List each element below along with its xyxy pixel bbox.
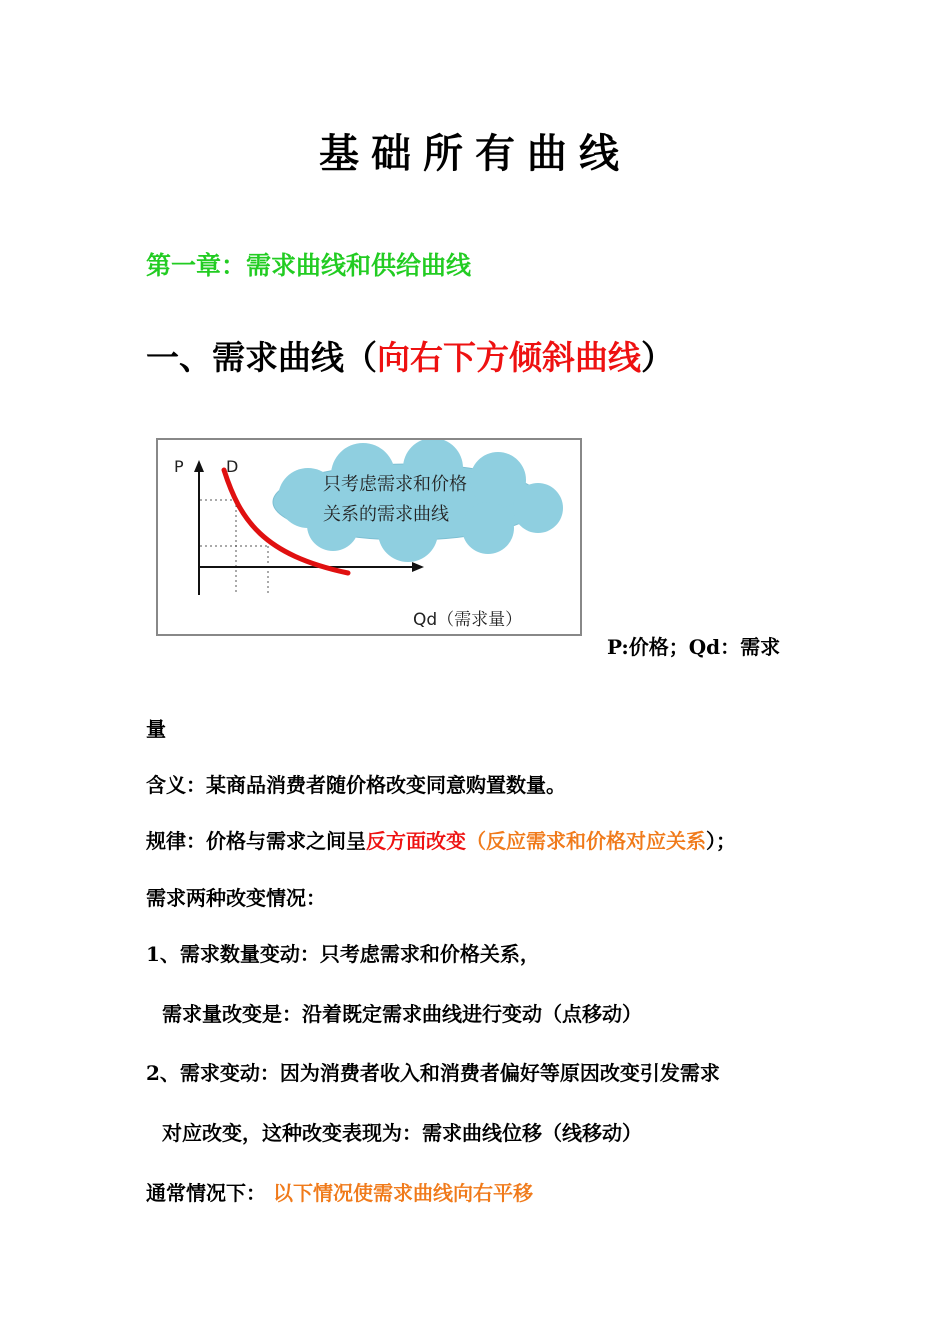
chapter-heading: 第一章：需求曲线和供给曲线 [146, 251, 472, 280]
section-heading-suffix: ） [641, 338, 674, 377]
case2-line1: 2、需求变动：因为消费者收入和消费者偏好等原因改变引发需求 [146, 1061, 720, 1085]
cloud-text-line2: 关系的需求曲线 [323, 504, 449, 525]
x-axis-label: Qd（需求量） [413, 610, 523, 630]
rule-suffix: ）； [706, 829, 736, 853]
section-heading-prefix: 一、需求曲线（ [146, 338, 377, 377]
case2-line2: 对应改变，这种改变表现为：需求曲线位移（线移动） [162, 1121, 642, 1145]
usual-prefix: 通常情况下： [146, 1181, 266, 1205]
x-axis-arrow [412, 562, 424, 572]
demand-curve-figure [156, 438, 582, 636]
curve-label: D [226, 457, 239, 476]
case1-line2: 需求量改变是：沿着既定需求曲线进行变动（点移动） [162, 1002, 642, 1026]
section-heading [146, 332, 674, 379]
figure-caption: P:价格；Qd：需求 [607, 635, 781, 659]
case1-line1: 1、需求数量变动：只考虑需求和价格关系， [146, 942, 540, 966]
rule-orange-text: 反应需求和价格对应关系 [486, 829, 706, 853]
two-cases-paragraph: 需求两种改变情况： [146, 886, 326, 910]
rule-red-text: 反方面改变 [366, 829, 466, 853]
rule-prefix: 规律：价格与需求之间呈 [146, 829, 366, 853]
cloud-text-line1: 只考虑需求和价格 [323, 474, 467, 495]
demand-curve-diagram [158, 440, 580, 634]
y-axis-arrow [194, 460, 204, 472]
cloud-shape [273, 440, 563, 562]
usual-paragraph [146, 1177, 533, 1206]
page-title: 基础所有曲线 [319, 130, 631, 177]
rule-paragraph [146, 825, 736, 854]
meaning-paragraph: 含义：某商品消费者随价格改变同意购置数量。 [146, 773, 566, 797]
section-heading-highlight: 向右下方倾斜曲线 [377, 338, 641, 377]
y-axis-label: P [174, 457, 184, 476]
figure-caption-continued: 量 [146, 717, 166, 741]
usual-orange-text: 以下情况使需求曲线向右平移 [272, 1181, 533, 1205]
rule-paren-open: （ [466, 829, 486, 853]
